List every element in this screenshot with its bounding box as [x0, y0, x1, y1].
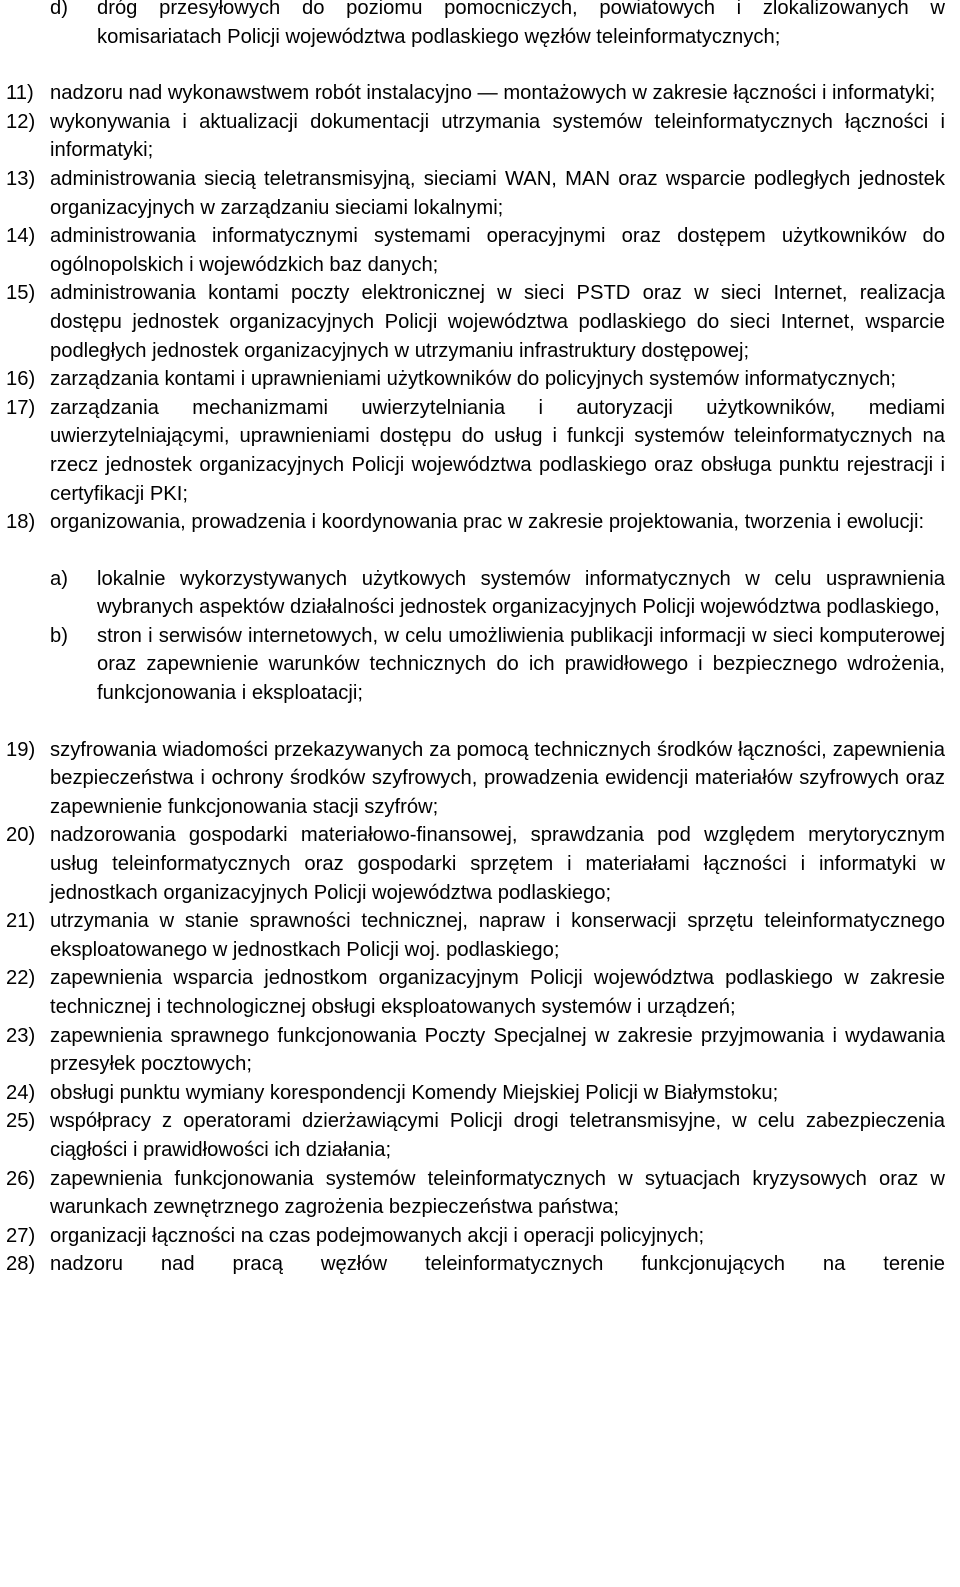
list-item: [0, 907, 960, 964]
subitem-marker: a): [50, 567, 68, 590]
item-number: 26): [6, 1167, 36, 1190]
list-item: [0, 1250, 960, 1279]
list-item: [0, 222, 960, 279]
item-text: obsługi punktu wymiany korespondencji Komendy Miejskiej Policji w Białymstoku;: [50, 1081, 779, 1104]
item-text: zarządzania kontami i uprawnieniami użytkowników do policyjnych systemów informatycznych;: [50, 368, 896, 391]
list-item: [0, 1107, 960, 1164]
item-text: szyfrowania wiadomości przekazywanych za pomocą technicznych środków łączności, zapewnienia bezpieczeństwa i ochrony środków szyfrowych, prowadzenia ewidencji materiałów szyfrowych oraz zapewnienie funkcjonowania stacji szyfrów;: [50, 738, 945, 818]
item-text: administrowania siecią teletransmisyjną, sieciami WAN, MAN oraz wsparcie podległych jednostek organizacyjnych w zarządzaniu sieciami lokalnymi;: [50, 167, 945, 219]
list-item: [0, 394, 960, 508]
numbered-list: [0, 79, 960, 537]
item-text: organizacji łączności na czas podejmowanych akcji i operacji policyjnych;: [50, 1224, 705, 1247]
list-item: [0, 1165, 960, 1222]
item-text: lokalnie wykorzystywanych użytkowych systemów informatycznych w celu usprawnienia wybranych aspektów działalności jednostek organizacyjnych Policji województwa podlaskiego,: [97, 567, 945, 619]
list-item: [0, 821, 960, 907]
item-number: 16): [6, 368, 36, 391]
sublist-18: [0, 565, 960, 708]
list-item: [0, 964, 960, 1021]
item-number: 13): [6, 167, 36, 190]
item-number: 28): [6, 1253, 36, 1276]
item-text: administrowania kontami poczty elektronicznej w sieci PSTD oraz w sieci Internet, realizacja dostępu jednostek organizacyjnych Policji województwa podlaskiego do sieci Internet, wsparcie podległych jednostek organizacyjnych w utrzymaniu infrastruktury dostępowej;: [50, 282, 945, 362]
list-item: [0, 1022, 960, 1079]
item-number: 21): [6, 910, 36, 933]
item-text: wykonywania i aktualizacji dokumentacji utrzymania systemów teleinformatycznych łączności i informatyki;: [50, 110, 945, 162]
item-text: zarządzania mechanizmami uwierzytelniania i autoryzacji użytkowników, mediami uwierzytelniającymi, uprawnieniami dostępu do usług i funkcji systemów teleinformatycznych na rzecz jednostek organizacyjnych Policji województwa podlaskiego oraz obsługa punktu rejestracji i certyfikacji PKI;: [50, 396, 945, 505]
list-item: [0, 508, 960, 537]
item-number: 20): [6, 824, 36, 847]
item-number: 23): [6, 1024, 36, 1047]
item-number: 11): [6, 82, 34, 105]
item-number: 17): [6, 396, 36, 419]
item-text: nadzoru nad pracą węzłów teleinformatycznych funkcjonujących na terenie: [50, 1253, 945, 1276]
item-number: 12): [6, 110, 36, 133]
item-number: 22): [6, 967, 36, 990]
item-text: zapewnienia wsparcia jednostkom organizacyjnym Policji województwa podlaskiego w zakresie technicznej i technologicznej obsługi eksploatowanych systemów i urządzeń;: [50, 967, 945, 1018]
item-number: 18): [6, 511, 36, 534]
item-text: administrowania informatycznymi systemami operacyjnymi oraz dostępem użytkowników do ogólnopolskich i wojewódzkich baz danych;: [50, 225, 945, 276]
item-text: zapewnienia funkcjonowania systemów teleinformatycznych w sytuacjach kryzysowych oraz w warunkach zewnętrznego zagrożenia bezpieczeństwa państwa;: [50, 1167, 945, 1219]
item-text: organizowania, prowadzenia i koordynowania prac w zakresie projektowania, tworzenia i ewolucji:: [50, 511, 925, 534]
list-item: [0, 108, 960, 165]
sublist-item: [0, 622, 960, 708]
item-number: 19): [6, 738, 36, 761]
item-text: nadzoru nad wykonawstwem robót instalacyjno — montażowych w zakresie łączności i informatyki;: [50, 82, 936, 105]
item-number: 25): [6, 1110, 36, 1133]
item-text: zapewnienia sprawnego funkcjonowania Poczty Specjalnej w zakresie przyjmowania i wydawania przesyłek pocztowych;: [50, 1024, 945, 1076]
item-text: stron i serwisów internetowych, w celu umożliwienia publikacji informacji w sieci komputerowej oraz zapewnienie warunków technicznych do ich prawidłowego i bezpiecznego wdrożenia, funkcjonowania i eksploatacji;: [97, 624, 945, 705]
item-number: 27): [6, 1224, 36, 1247]
list-item: [0, 165, 960, 222]
sublist-item: [0, 565, 960, 622]
item-number: 15): [6, 282, 36, 305]
list-item: [0, 279, 960, 365]
list-item: [0, 1222, 960, 1251]
list-item: [0, 365, 960, 394]
item-number: 14): [6, 225, 36, 248]
list-item: [0, 736, 960, 822]
list-item: [0, 1079, 960, 1108]
numbered-list-continued: [0, 736, 960, 1279]
list-item: [0, 79, 960, 108]
item-text: utrzymania w stanie sprawności technicznej, napraw i konserwacji sprzętu teleinformatycznego eksploatowanego w jednostkach Policji woj. podlaskiego;: [50, 910, 945, 961]
subitem-marker: b): [50, 624, 68, 647]
subitem-text: dróg przesyłowych do poziomu pomocniczych, powiatowych i zlokalizowanych w komisariatach Policji województwa podlaskiego węzłów teleinformatycznych;: [97, 0, 945, 48]
subitem-d: [0, 0, 960, 51]
item-number: 24): [6, 1081, 36, 1104]
item-text: nadzorowania gospodarki materiałowo-finansowej, sprawdzania pod względem merytorycznym usług teleinformatycznych oraz gospodarki sprzętem i materiałami łączności i informatyki w jednostkach organizacyjnych Policji województwa podlaskiego;: [50, 824, 945, 904]
item-text: współpracy z operatorami dzierżawiącymi Policji drogi teletransmisyjne, w celu zabezpieczenia ciągłości i prawidłowości ich działania;: [50, 1110, 945, 1161]
subitem-marker: d): [50, 0, 68, 19]
